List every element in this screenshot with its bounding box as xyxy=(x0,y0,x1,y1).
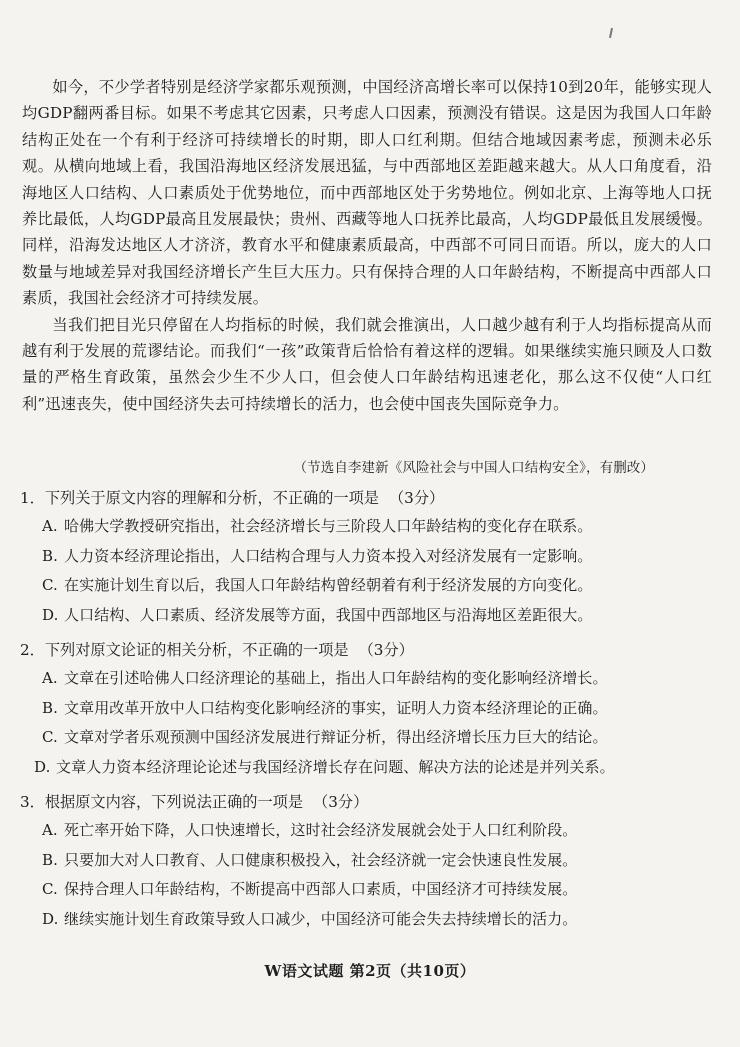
option-text: 文章在引述哈佛人口经济理论的基础上，指出人口年龄结构的变化影响经济增长。 xyxy=(64,669,608,687)
option-letter: A. xyxy=(42,669,58,687)
option-c xyxy=(20,723,720,753)
passage-source: （节选自李建新《风险社会与中国人口结构安全》，有删改） xyxy=(293,460,654,476)
reading-passage xyxy=(22,74,712,417)
option-letter: D. xyxy=(42,909,59,928)
question-stem xyxy=(20,484,720,512)
option-text: 只要加大对人口教育、人口健康积极投入，社会经济就一定会快速良性发展。 xyxy=(64,850,578,869)
option-letter: B. xyxy=(42,850,58,869)
option-letter: C. xyxy=(42,880,58,898)
option-text: 文章对学者乐观预测中国经济发展进行辩证分析，得出经济增长压力巨大的结论。 xyxy=(64,728,608,746)
option-b xyxy=(20,846,720,876)
option-letter: D. xyxy=(34,757,51,776)
option-letter: A. xyxy=(42,821,58,839)
option-text: 死亡率开始下降，人口快速增长，这时社会经济发展就会处于人口红利阶段。 xyxy=(64,821,578,839)
option-a xyxy=(20,664,720,694)
passage-paragraph: 当我们把目光只停留在人均指标的时候，我们就会推演出，人口越少越有利于人均指标提高从而越有利于发展的荒谬结论。而我们“一孩”政策背后恰恰有着这样的逻辑。如果继续实施只顾及人口数量的严格生育政策，虽然会少生不少人口，但会使人口年龄结构迅速老化，那么这不仅使“人口红利”迅速丧失，使中国经济失去可持续增长的活力，也会使中国丧失国际竞争力。 xyxy=(22,315,712,413)
option-c xyxy=(20,875,720,905)
question-text: 2．下列对原文论证的相关分析，不正确的一项是 xyxy=(20,641,349,659)
option-text: 人力资本经济理论指出，人口结构合理与人力资本投入对经济发展有一定影响。 xyxy=(64,546,593,565)
question-stem xyxy=(20,788,720,816)
option-d xyxy=(20,905,720,935)
option-d xyxy=(20,753,720,783)
question-score: （3分） xyxy=(358,641,414,659)
scan-mark xyxy=(609,28,613,38)
option-letter: D. xyxy=(42,605,59,624)
question-stem xyxy=(20,636,720,664)
option-letter: C. xyxy=(42,576,58,594)
option-text: 继续实施计划生育政策导致人口减少，中国经济可能会失去持续增长的活力。 xyxy=(64,909,578,928)
option-d xyxy=(20,601,720,631)
question-2 xyxy=(20,636,720,782)
page-footer: W语文试题 第2页（共10页） xyxy=(264,962,476,980)
option-text: 在实施计划生育以后，我国人口年龄结构曾经朝着有利于经济发展的方向变化。 xyxy=(64,576,593,594)
question-text: 1．下列关于原文内容的理解和分析，不正确的一项是 xyxy=(20,489,379,507)
option-letter: B. xyxy=(42,546,58,565)
question-text: 3．根据原文内容，下列说法正确的一项是 xyxy=(20,793,304,811)
option-a xyxy=(20,512,720,542)
question-score: （3分） xyxy=(388,489,445,507)
option-a xyxy=(20,816,720,846)
option-c xyxy=(20,571,720,601)
question-score: （3分） xyxy=(313,793,369,811)
passage-paragraph: 如今，不少学者特别是经济学家都乐观预测，中国经济高增长率可以保持10到20年，能够实现人均GDP翻两番目标。如果不考虑其它因素，只考虑人口因素，预测没有错误。这是因为我国人口年龄结构正处在一个有利于经济可持续增长的时期，即人口红利期。但结合地域因素考虑，预测未必乐观。从横向地域上看，我国沿海地区经济发展迅猛，与中西部地区差距越来越大。从人口角度看，沿海地区人口结构、人口素质处于优势地位，而中西部地区处于劣势地位。例如北京、上海等地人口抚养比最低，人均GDP最高且发展最快；贵州、西藏等地人口抚养比最高，人均GDP最低且发展缓慢。同样，沿海发达地区人才济济，教育水平和健康素质最高，中西部不可同日而语。所以，庞大的人口数量与地域差异对我国经济增长产生巨大压力。只有保持合理的人口年龄结构，不断提高中西部人口素质，我国社会经济才可持续发展。 xyxy=(22,78,712,308)
option-text: 保持合理人口年龄结构，不断提高中西部人口素质，中国经济才可持续发展。 xyxy=(64,880,578,898)
option-text: 文章人力资本经济理论论述与我国经济增长存在问题、解决方法的论述是并列关系。 xyxy=(56,757,615,776)
option-text: 文章用改革开放中人口结构变化影响经济的事实，证明人力资本经济理论的正确。 xyxy=(64,698,608,717)
option-letter: C. xyxy=(42,728,58,746)
option-text: 人口结构、人口素质、经济发展等方面，我国中西部地区与沿海地区差距很大。 xyxy=(64,605,593,624)
option-b xyxy=(20,694,720,724)
option-letter: B. xyxy=(42,698,58,717)
option-b xyxy=(20,542,720,572)
option-text: 哈佛大学教授研究指出，社会经济增长与三阶段人口年龄结构的变化存在联系。 xyxy=(64,517,593,535)
question-1 xyxy=(20,484,720,630)
question-3 xyxy=(20,788,720,934)
question-list xyxy=(20,484,720,940)
option-letter: A. xyxy=(42,517,58,535)
